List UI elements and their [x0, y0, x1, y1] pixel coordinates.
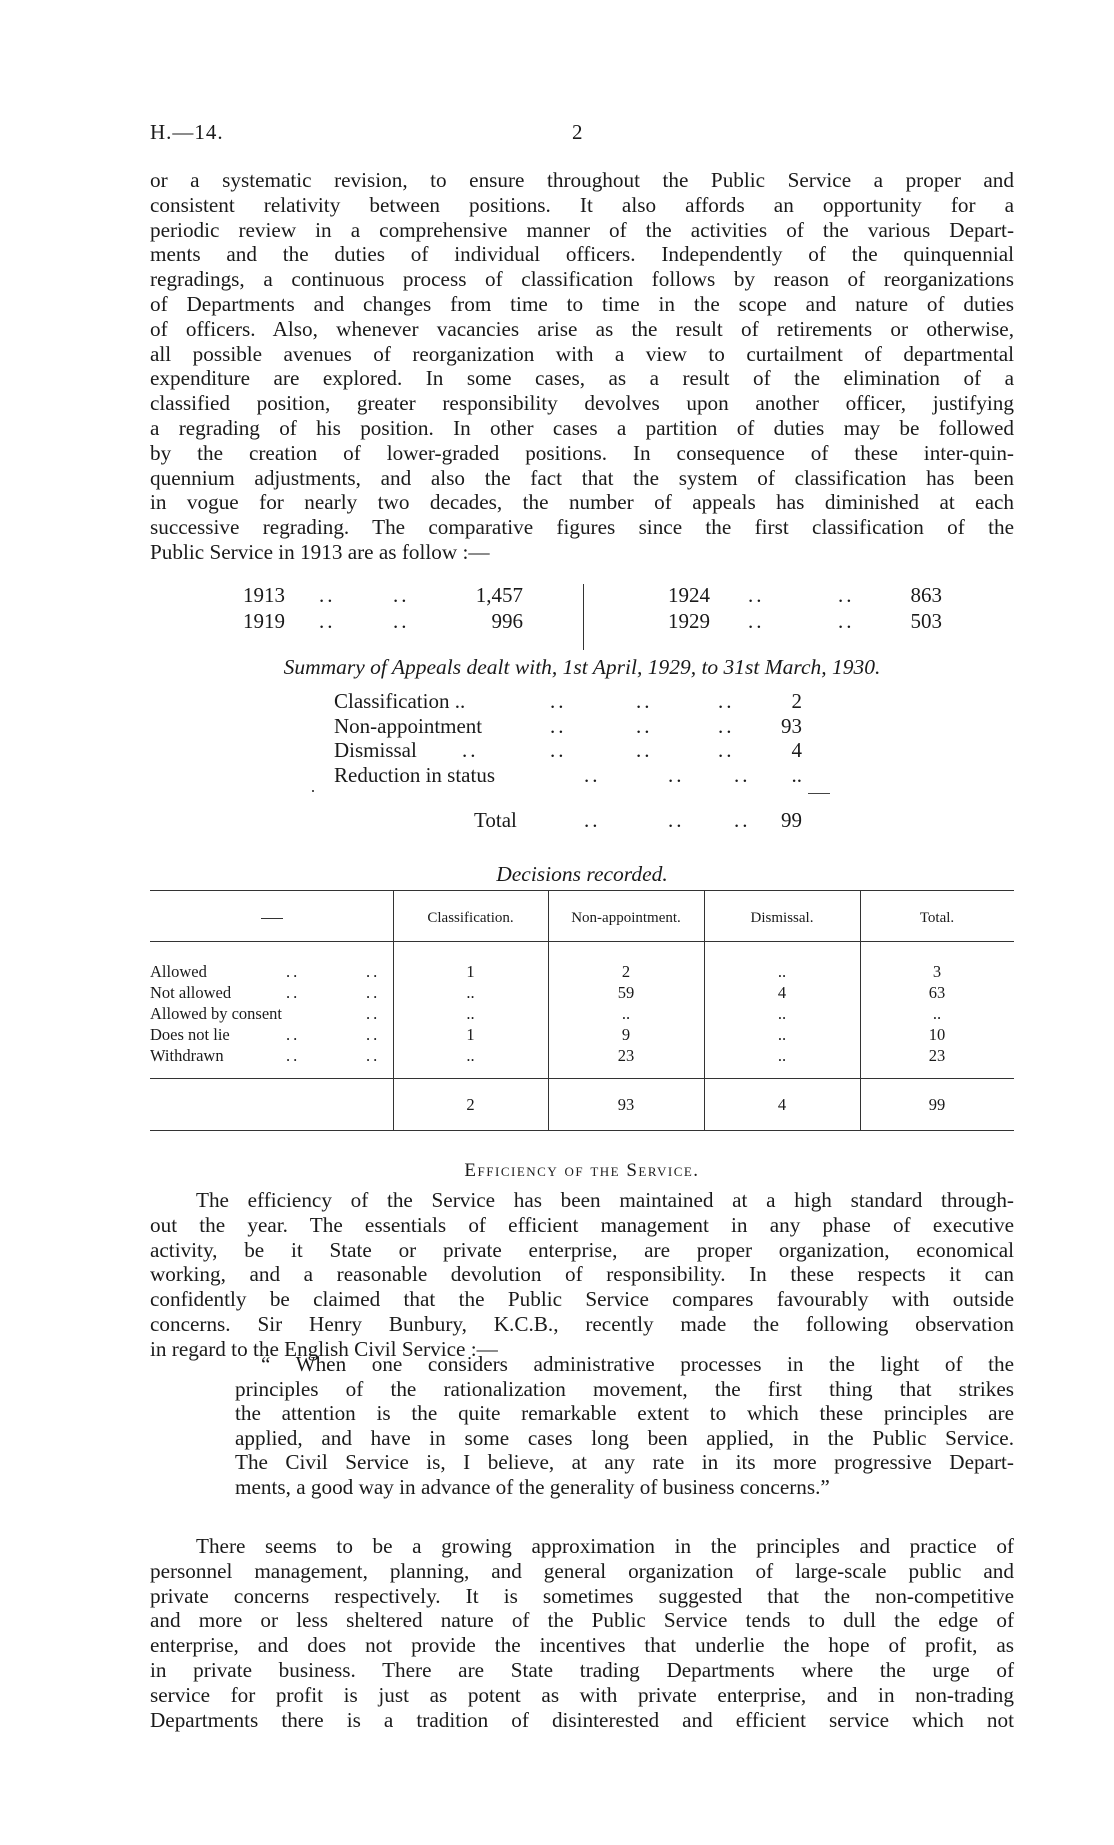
text-line: in vogue for nearly two decades, the number of appeals has diminished at each	[150, 490, 1014, 515]
table-rule-top	[150, 890, 1014, 891]
leader-dots: ..	[636, 738, 653, 762]
text-line: working, and a reasonable devolution of responsibility. In these respects it can	[150, 1262, 1014, 1287]
leader-dots: ..	[286, 1046, 301, 1065]
print-speck	[312, 790, 314, 792]
text-line: Departments there is a tradition of disinterested and efficient service which not	[150, 1707, 1014, 1732]
table-cell: ..	[466, 983, 475, 1002]
dash-mark	[261, 918, 283, 919]
table-total-cell: 4	[777, 1095, 787, 1114]
table-cell: ..	[777, 1046, 787, 1065]
summary-row	[334, 689, 834, 714]
leader-dots: ..	[366, 1046, 381, 1065]
report-code: H.—14.	[150, 120, 224, 144]
efficiency-paragraph	[150, 1188, 1014, 1362]
leader-dots: ..	[838, 583, 855, 607]
figure-year: 1924	[668, 583, 710, 607]
text-line: periodic review in a comprehensive manner of the activities of the various Depart-	[150, 217, 1014, 242]
leader-dots: ..	[319, 583, 336, 607]
table-cell: 1	[466, 962, 475, 981]
leader-dots: ..	[734, 762, 751, 787]
bunbury-quotation	[235, 1352, 1014, 1500]
summary-label: Dismissal	[334, 738, 417, 762]
summary-value: 2	[791, 689, 802, 713]
leader-dots: ..	[393, 609, 410, 633]
column-header-total: Total.	[919, 910, 955, 926]
column-header-non-appointment: Non-appointment.	[571, 910, 681, 926]
leader-dots: ..	[286, 983, 301, 1002]
row-label: Allowed by consent	[150, 1004, 282, 1023]
leader-dots: ..	[550, 689, 567, 713]
leader-dots: ..	[550, 713, 567, 738]
figure-year: 1919	[243, 609, 285, 633]
table-cell: ..	[621, 1004, 631, 1023]
text-line: confidently be claimed that the Public Service compares favourably with outside	[150, 1287, 1014, 1312]
text-line: private concerns respectively. It is sometimes suggested that the non-competitive	[150, 1583, 1014, 1608]
leader-dots: ..	[748, 609, 765, 633]
leader-dots: ..	[838, 609, 855, 633]
row-label: Not allowed	[150, 983, 232, 1002]
summary-heading: Summary of Appeals dealt with, 1st April, 1929, to 31st March, 1930.	[283, 655, 881, 679]
leader-dots: ..	[636, 713, 653, 738]
leader-dots: ..	[286, 962, 301, 981]
quote-line: “ When one considers administrative processes in the light of the	[261, 1352, 1014, 1376]
leader-dots: ..	[748, 583, 765, 607]
summary-total-value: 99	[781, 808, 802, 832]
table-cell: 59	[617, 983, 635, 1002]
decisions-heading: Decisions recorded.	[496, 862, 668, 886]
table-total-cell: 99	[928, 1095, 946, 1114]
table-cell: 4	[777, 983, 787, 1002]
table-cell: 10	[928, 1025, 946, 1044]
summary-label: Non-appointment	[334, 713, 483, 738]
leader-dots: ..	[550, 738, 567, 762]
text-line: out the year. The essentials of efficient management in any phase of executive	[150, 1212, 1014, 1237]
row-label: Allowed	[150, 962, 207, 981]
quote-line: The Civil Service is, I believe, at any rate in its more progressive Depart-	[235, 1450, 1014, 1475]
text-line: service for profit is just as potent as with private enterprise, and in non-trading	[150, 1682, 1014, 1707]
table-total-cell: 93	[617, 1095, 635, 1114]
leader-dots: ..	[734, 808, 751, 832]
figure-value: 503	[910, 609, 942, 633]
leader-dots: ..	[366, 1025, 381, 1044]
text-line: by the creation of lower-graded positions. In consequence of these inter-quin-	[150, 440, 1014, 465]
text-line: in regard to the English Civil Service :—	[150, 1336, 498, 1361]
leader-dots: ..	[668, 762, 685, 787]
summary-list	[334, 689, 834, 787]
table-cell: ..	[932, 1004, 942, 1023]
row-label: Does not lie	[150, 1025, 230, 1044]
text-line: or a systematic revision, to ensure throughout the Public Service a proper and	[150, 168, 1014, 192]
table-total-cell: 2	[466, 1095, 475, 1114]
summary-value: 4	[791, 738, 802, 762]
summary-total-label: Total	[474, 808, 517, 832]
text-line: quennium adjustments, and also the fact that the system of classification has been	[150, 465, 1014, 490]
figure-year: 1929	[668, 609, 710, 633]
summary-label: Classification ..	[334, 689, 466, 713]
leader-dots: ..	[393, 583, 410, 607]
leader-dots: ..	[584, 762, 601, 787]
text-line: There seems to be a growing approximation in the principles and practice of	[196, 1534, 1014, 1558]
quote-line: principles of the rationalization movement, the first thing that strikes	[235, 1376, 1014, 1401]
leader-dots: ..	[668, 808, 685, 832]
leader-dots: ..	[718, 689, 735, 713]
summary-row	[334, 738, 834, 763]
leader-dots: ..	[718, 738, 735, 762]
text-line: enterprise, and does not provide the incentives that underlie the hope of profit, as	[150, 1633, 1014, 1658]
figure-value: 996	[491, 609, 523, 633]
intro-paragraph	[150, 168, 1014, 565]
text-line: consistent relativity between positions. It also affords an opportunity for a	[150, 192, 1014, 217]
table-rule-header	[150, 941, 1014, 942]
quote-line: the attention is the quite remarkable extent to which these principles are	[235, 1401, 1014, 1426]
text-line: Public Service in 1913 are as follow :—	[150, 539, 490, 564]
table-cell: ..	[777, 1025, 787, 1044]
column-divider	[583, 584, 584, 650]
leader-dots: ..	[366, 983, 381, 1002]
leader-dots: ..	[584, 808, 601, 832]
text-line: classified position, greater responsibility devolves upon another officer, justifying	[150, 391, 1014, 416]
leader-dots: ..	[319, 609, 336, 633]
text-line: all possible avenues of reorganization with a view to curtailment of departmental	[150, 341, 1014, 366]
figure-year: 1913	[243, 583, 285, 607]
text-line: ments and the duties of individual officers. Independently of the quinquennial	[150, 242, 1014, 267]
table-cell: 1	[466, 1025, 475, 1044]
table-rule-body	[150, 1078, 1014, 1079]
summary-value: 93	[781, 713, 802, 738]
table-cell: 9	[621, 1025, 631, 1044]
quote-line: applied, and have in some cases long been applied, in the Public Service.	[235, 1425, 1014, 1450]
decisions-table	[150, 890, 1014, 1134]
summary-label: Reduction in status	[334, 762, 495, 787]
table-cell: 23	[928, 1046, 946, 1065]
text-line: and more or less sheltered nature of the Public Service tends to dull the edge of	[150, 1608, 1014, 1633]
text-line: a regrading of his position. In other cases a partition of duties may be followed	[150, 415, 1014, 440]
figure-value: 863	[910, 583, 942, 607]
summary-row	[334, 763, 834, 788]
table-cell: ..	[777, 1004, 787, 1023]
summary-row	[334, 714, 834, 739]
text-line: successive regrading. The comparative figures since the first classification of the	[150, 515, 1014, 540]
leader-dots: ..	[636, 689, 653, 713]
table-cell: 63	[928, 983, 946, 1002]
table-cell: 3	[932, 962, 942, 981]
leader-dots: ..	[462, 738, 479, 762]
column-header-dismissal: Dismissal.	[750, 910, 814, 926]
page-number: 2	[572, 120, 583, 144]
table-cell: 23	[617, 1046, 635, 1065]
table-cell: 2	[621, 962, 631, 981]
table-rule-bottom	[150, 1130, 1014, 1131]
text-line: expenditure are explored. In some cases, as a result of the elimination of a	[150, 366, 1014, 391]
quote-line: ments, a good way in advance of the generality of business concerns.”	[235, 1474, 830, 1499]
figure-value: 1,457	[475, 583, 523, 607]
text-line: of officers. Also, whenever vacancies arise as the result of retirements or otherwise,	[150, 316, 1014, 341]
text-line: in private business. There are State trading Departments where the urge of	[150, 1657, 1014, 1682]
total-rule	[808, 793, 830, 794]
column-header-classification: Classification.	[427, 910, 514, 926]
leader-dots: ..	[366, 1004, 381, 1023]
text-line: regradings, a continuous process of classification follows by reason of reorganizations	[150, 267, 1014, 292]
row-label: Withdrawn	[150, 1046, 224, 1065]
table-cell: ..	[466, 1046, 475, 1065]
text-line: personnel management, planning, and general organization of large-scale public and	[150, 1558, 1014, 1583]
table-cell: ..	[466, 1004, 475, 1023]
section-heading: Efficiency of the Service.	[464, 1160, 700, 1181]
leader-dots: ..	[366, 962, 381, 981]
leader-dots: ..	[286, 1025, 301, 1044]
table-stub-header	[150, 910, 393, 927]
leader-dots: ..	[718, 713, 735, 738]
summary-value: ..	[791, 762, 802, 787]
table-cell: ..	[777, 962, 787, 981]
text-line: concerns. Sir Henry Bunbury, K.C.B., recently made the following observation	[150, 1311, 1014, 1336]
summary-total-row	[334, 808, 834, 834]
text-line: of Departments and changes from time to time in the scope and nature of duties	[150, 291, 1014, 316]
closing-paragraph	[150, 1534, 1014, 1732]
text-line: The efficiency of the Service has been maintained at a high standard through-	[196, 1188, 1014, 1212]
text-line: activity, be it State or private enterprise, are proper organization, economical	[150, 1237, 1014, 1262]
